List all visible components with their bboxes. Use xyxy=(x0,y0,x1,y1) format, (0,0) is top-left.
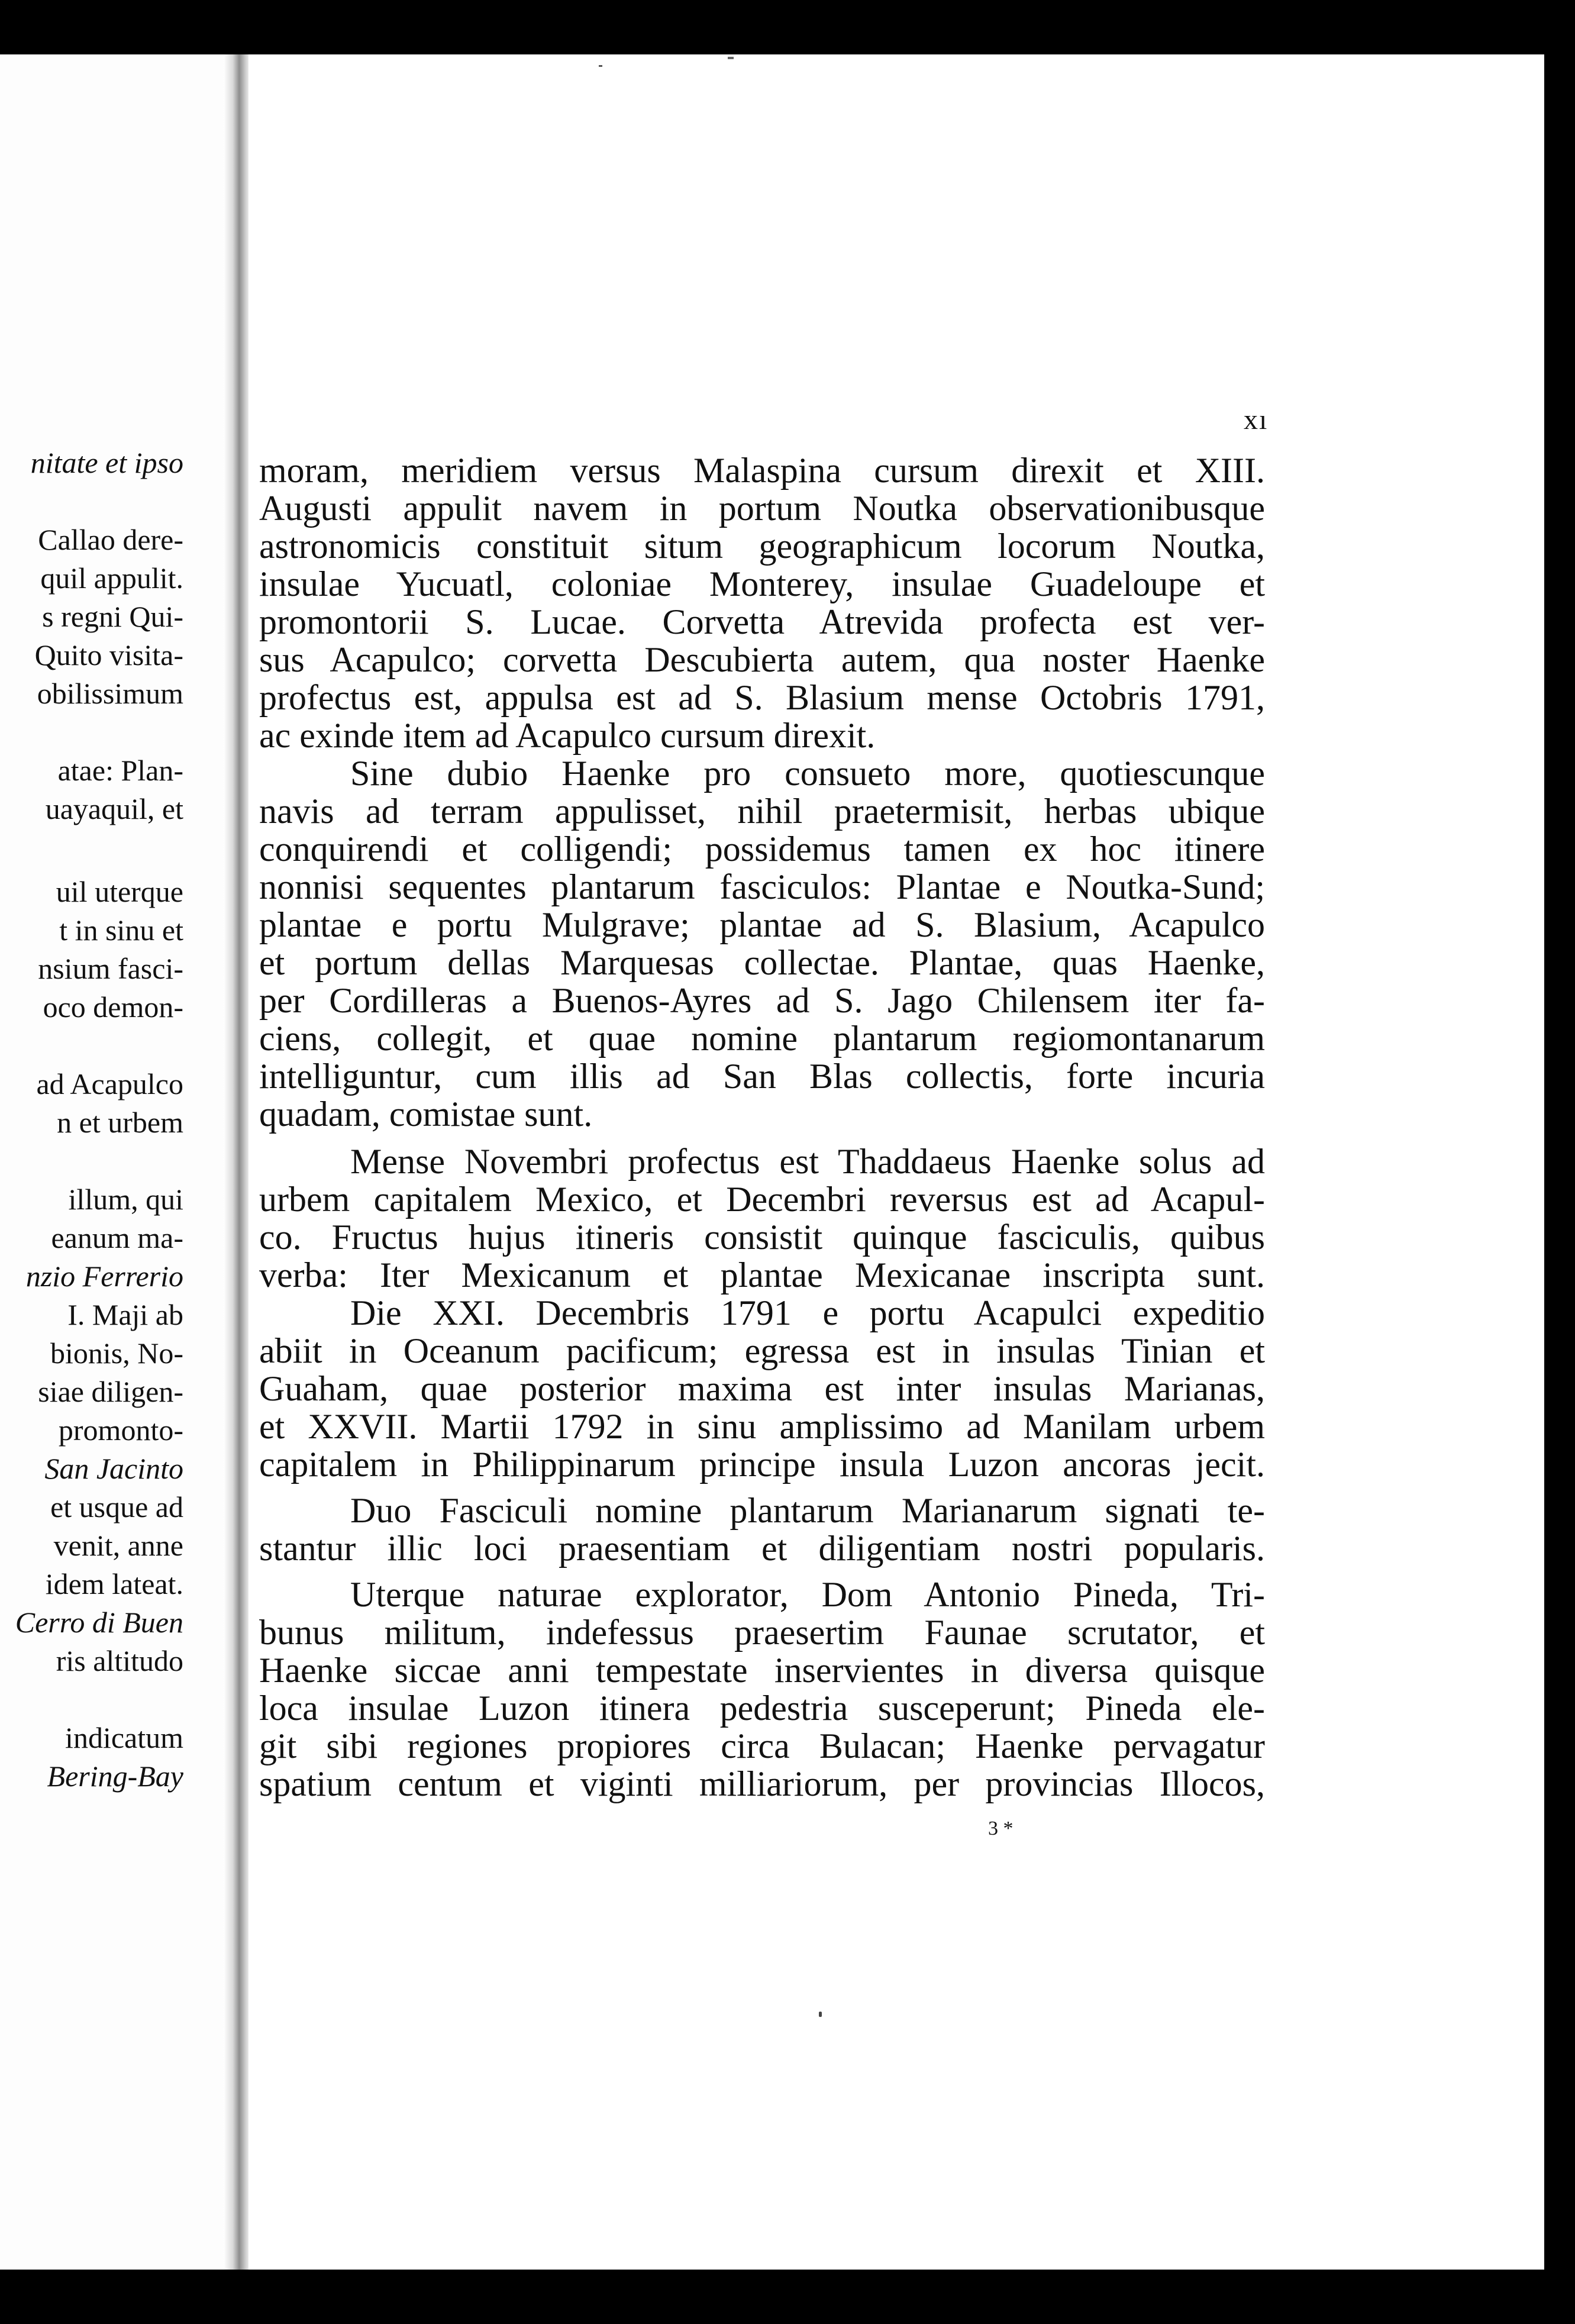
dust-speck xyxy=(728,57,734,59)
left-fragment: Quito visita- xyxy=(34,638,183,672)
left-fragment: bionis, No- xyxy=(50,1337,183,1370)
body-line: Augusti appulit navem in portum Noutka observationibusque xyxy=(259,489,1265,528)
body-line: astronomicis constituit situm geographicum locorum Noutka, xyxy=(259,527,1265,566)
left-fragment: Cerro di Buen xyxy=(15,1606,183,1639)
body-line: et portum dellas Marquesas collectae. Plantae, quas Haenke, xyxy=(259,943,1265,982)
body-line: profectus est, appulsa est ad S. Blasium mense Octobris 1791, xyxy=(259,678,1265,717)
body-line: insulae Yucuatl, coloniae Monterey, insulae Guadeloupe et xyxy=(259,564,1265,603)
left-fragment: eanum ma- xyxy=(51,1221,183,1254)
body-line: Mense Novembri profectus est Thaddaeus Haenke solus ad xyxy=(350,1142,1265,1181)
signature-mark: 3 * xyxy=(988,1818,1014,1839)
body-line: Guaham, quae posterior maxima est inter insulas Marianas, xyxy=(259,1369,1265,1408)
body-line: promontorii S. Lucae. Corvetta Atrevida profecta est ver- xyxy=(259,602,1265,641)
left-fragment: atae: Plan- xyxy=(57,754,183,787)
body-line: ciens, collegit, et quae nomine plantarum regiomontanarum xyxy=(259,1019,1265,1058)
left-fragment: nzio Ferrerio xyxy=(25,1260,183,1293)
scan-border-top xyxy=(0,0,1575,53)
body-line: et XXVII. Martii 1792 in sinu amplissimo ad Manilam urbem xyxy=(259,1407,1265,1446)
left-margin-text xyxy=(0,54,183,2270)
body-line: navis ad terram appulisset, nihil praetermisit, herbas ubique xyxy=(259,792,1265,831)
scan-border-bottom xyxy=(0,2271,1575,2324)
body-line: stantur illic loci praesentiam et diligentiam nostri popularis. xyxy=(259,1529,1265,1568)
left-fragment: ad Acapulco xyxy=(36,1067,183,1100)
body-line: Duo Fasciculi nomine plantarum Marianarum signati te- xyxy=(350,1491,1265,1530)
body-line: bunus militum, indefessus praesertim Faunae scrutator, et xyxy=(259,1613,1265,1652)
left-page-edge xyxy=(0,54,234,2270)
body-line: per Cordilleras a Buenos-Ayres ad S. Jago Chilensem iter fa- xyxy=(259,981,1265,1020)
body-line: Uterque naturae explorator, Dom Antonio Pineda, Tri- xyxy=(350,1575,1265,1614)
scan-border-right xyxy=(1544,0,1575,2324)
book-gutter xyxy=(224,54,250,2270)
body-line: loca insulae Luzon itinera pedestria susceperunt; Pineda ele- xyxy=(259,1689,1265,1728)
left-fragment: illum, qui xyxy=(68,1183,183,1216)
body-line: Haenke siccae anni tempestate inservientes in diversa quisque xyxy=(259,1651,1265,1690)
body-line: abiit in Oceanum pacificum; egressa est in insulas Tinian et xyxy=(259,1331,1265,1370)
body-line: spatium centum et viginti milliariorum, per provincias Illocos, xyxy=(259,1764,1265,1803)
left-fragment: Callao dere- xyxy=(38,523,183,556)
dust-speck xyxy=(599,65,602,67)
body-line: sus Acapulco; corvetta Descubierta autem, qua noster Haenke xyxy=(259,640,1265,679)
body-line: Die XXI. Decembris 1791 e portu Acapulci expeditio xyxy=(350,1293,1265,1332)
left-fragment: uil uterque xyxy=(56,875,183,908)
left-fragment: oco demon- xyxy=(43,990,183,1024)
body-line: quadam, comistae sunt. xyxy=(259,1095,593,1134)
left-fragment: idem lateat. xyxy=(45,1567,183,1600)
body-line: Sine dubio Haenke pro consueto more, quotiescunque xyxy=(350,754,1265,793)
left-fragment: siae diligen- xyxy=(38,1375,183,1408)
left-fragment: I. Maji ab xyxy=(67,1298,183,1331)
body-line: plantae e portu Mulgrave; plantae ad S. Blasium, Acapulco xyxy=(259,905,1265,944)
left-fragment: t in sinu et xyxy=(59,914,183,947)
body-line: urbem capitalem Mexico, et Decembri reversus est ad Acapul- xyxy=(259,1180,1265,1219)
left-fragment: promonto- xyxy=(58,1413,183,1447)
body-line: nonnisi sequentes plantarum fasciculos: Plantae e Noutka-Sund; xyxy=(259,867,1265,906)
left-fragment: obilissimum xyxy=(37,677,183,710)
left-fragment: nitate et ipso xyxy=(30,446,183,479)
body-line: capitalem in Philippinarum principe insula Luzon ancoras jecit. xyxy=(259,1445,1265,1484)
body-line: co. Fructus hujus itineris consistit quinque fasciculis, quibus xyxy=(259,1218,1265,1257)
dust-speck xyxy=(819,2012,822,2017)
body-line: intelliguntur, cum illis ad San Blas collectis, forte incuria xyxy=(259,1057,1265,1096)
body-line: conquirendi et colligendi; possidemus tamen ex hoc itinere xyxy=(259,829,1265,869)
body-line: git sibi regiones propiores circa Bulacan; Haenke pervagatur xyxy=(259,1726,1265,1765)
left-fragment: San Jacinto xyxy=(44,1452,183,1485)
left-fragment: indicatum xyxy=(65,1721,183,1754)
body-line: verba: Iter Mexicanum et plantae Mexicanae inscripta sunt. xyxy=(259,1255,1265,1295)
left-fragment: Bering-Bay xyxy=(47,1760,183,1793)
left-fragment: nsium fasci- xyxy=(38,952,183,985)
left-fragment: et usque ad xyxy=(50,1490,183,1523)
left-fragment: venit, anne xyxy=(53,1529,183,1562)
left-fragment: n et urbem xyxy=(57,1106,183,1139)
body-line: moram, meridiem versus Malaspina cursum direxit et XIII. xyxy=(259,451,1265,490)
page-number: xı xyxy=(1244,404,1269,435)
left-fragment: uayaquil, et xyxy=(45,792,183,825)
body-line: ac exinde item ad Acapulco cursum direxit. xyxy=(259,716,876,755)
left-fragment: ris altitudo xyxy=(56,1644,183,1677)
left-fragment: s regni Qui- xyxy=(42,600,183,633)
left-fragment: quil appulit. xyxy=(40,561,183,595)
